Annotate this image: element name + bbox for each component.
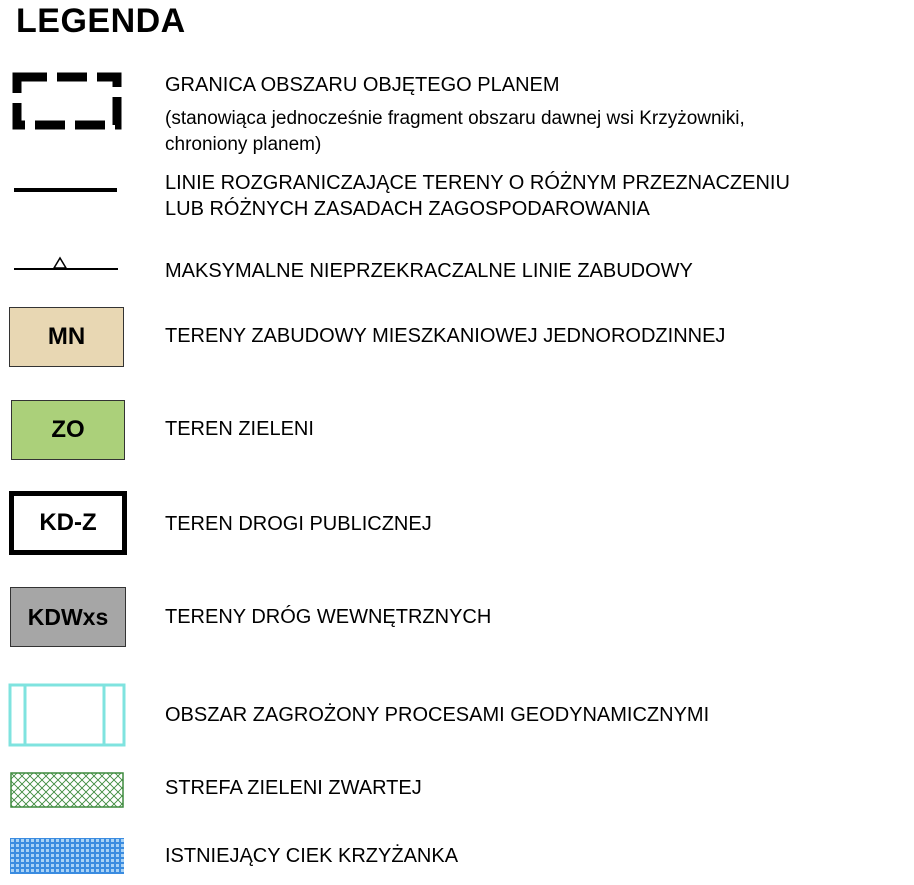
building-line-symbol bbox=[14, 255, 118, 275]
stream-symbol bbox=[10, 838, 124, 874]
plan-boundary-label: GRANICA OBSZARU OBJĘTEGO PLANEM bbox=[165, 74, 560, 96]
kdz-code: KD-Z bbox=[39, 509, 97, 536]
kdw-zone-label: TERENY DRÓG WEWNĘTRZNYCH bbox=[165, 606, 492, 628]
zo-zone-symbol bbox=[11, 400, 125, 460]
demarcation-line-label-2: LUB RÓŻNYCH ZASADACH ZAGOSPODAROWANIA bbox=[165, 198, 650, 220]
legend-title: LEGENDA bbox=[16, 2, 186, 40]
building-line-label: MAKSYMALNE NIEPRZEKRACZALNE LINIE ZABUDOWY bbox=[165, 260, 693, 282]
demarcation-line-symbol bbox=[14, 188, 117, 192]
zo-zone-label: TEREN ZIELENI bbox=[165, 418, 314, 440]
plan-boundary-note-1: (stanowiąca jednocześnie fragment obszaru dawnej wsi Krzyżowniki, bbox=[165, 108, 745, 129]
dense-greenery-label: STREFA ZIELENI ZWARTEJ bbox=[165, 777, 422, 799]
kdw-zone-symbol bbox=[10, 587, 126, 647]
kdw-code: KDWxs bbox=[27, 603, 109, 630]
zo-code: ZO bbox=[51, 416, 85, 443]
plan-boundary-note-2: chroniony planem) bbox=[165, 134, 322, 155]
mn-zone-symbol bbox=[9, 307, 124, 367]
kdz-zone-symbol bbox=[9, 491, 127, 555]
mn-zone-label: TERENY ZABUDOWY MIESZKANIOWEJ JEDNORODZINNEJ bbox=[165, 325, 726, 347]
plan-boundary-symbol bbox=[12, 72, 122, 130]
dense-greenery-symbol bbox=[10, 772, 124, 808]
mn-code: MN bbox=[47, 323, 86, 350]
demarcation-line-label-1: LINIE ROZGRANICZAJĄCE TERENY O RÓŻNYM PRZEZNACZENIU bbox=[165, 172, 790, 194]
geo-hazard-label: OBSZAR ZAGROŻONY PROCESAMI GEODYNAMICZNYMI bbox=[165, 704, 710, 726]
kdz-zone-label: TEREN DROGI PUBLICZNEJ bbox=[165, 513, 432, 535]
stream-label: ISTNIEJĄCY CIEK KRZYŻANKA bbox=[165, 845, 459, 867]
geo-hazard-symbol bbox=[8, 683, 126, 747]
